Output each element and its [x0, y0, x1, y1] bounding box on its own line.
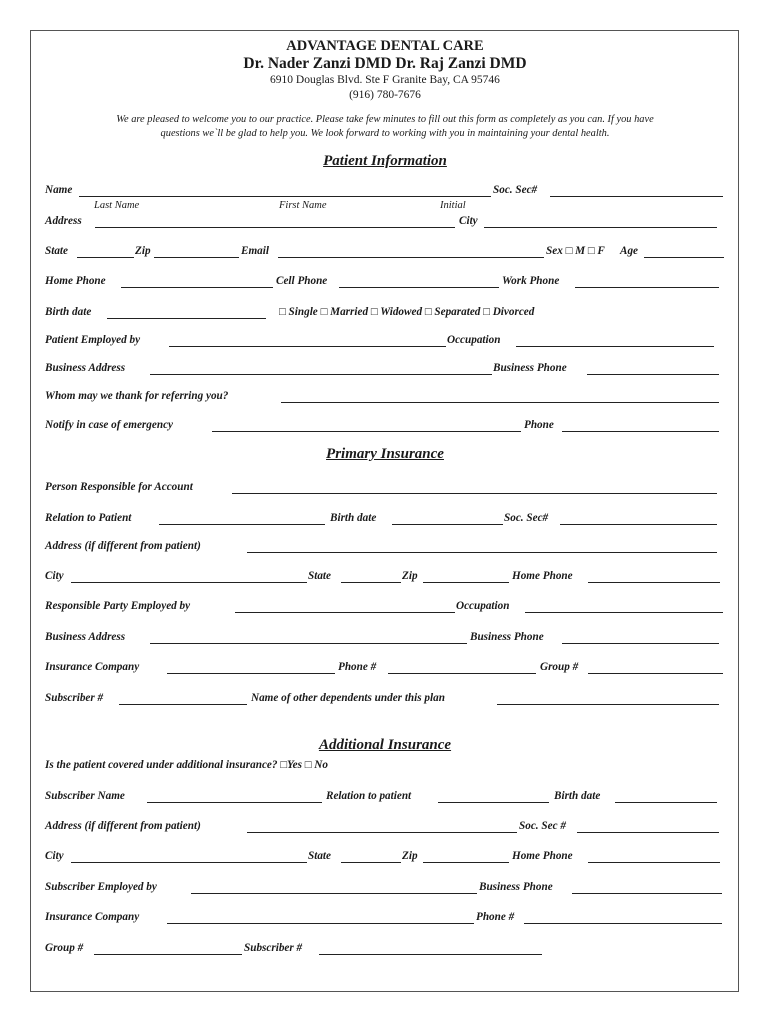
- field-primary-home-phone[interactable]: [588, 582, 720, 583]
- label-primary-occupation: Occupation: [456, 600, 510, 612]
- form-border: [30, 30, 739, 992]
- field-emergency[interactable]: [212, 431, 521, 432]
- field-insurance-company[interactable]: [167, 673, 335, 674]
- label-additional-home-phone: Home Phone: [512, 850, 573, 862]
- field-work-phone[interactable]: [575, 287, 719, 288]
- field-address[interactable]: [95, 227, 455, 228]
- field-emergency-phone[interactable]: [562, 431, 719, 432]
- practice-name: ADVANTAGE DENTAL CARE: [286, 38, 484, 54]
- sublabel-last-name: Last Name: [94, 200, 140, 211]
- label-primary-phone: Phone #: [338, 661, 377, 673]
- field-additional-insurance-company[interactable]: [167, 923, 474, 924]
- label-primary-business-phone: Business Phone: [470, 631, 544, 643]
- label-primary-business-address: Business Address: [45, 631, 126, 643]
- field-additional-phone[interactable]: [524, 923, 722, 924]
- section-title-additional: Additional Insurance: [318, 737, 452, 753]
- field-primary-state[interactable]: [341, 582, 401, 583]
- field-state[interactable]: [77, 257, 134, 258]
- field-patient-employed[interactable]: [169, 346, 446, 347]
- label-additional-birth-date: Birth date: [554, 790, 601, 802]
- field-dependents[interactable]: [497, 704, 719, 705]
- label-work-phone: Work Phone: [502, 275, 560, 287]
- label-group: Group #: [540, 661, 579, 673]
- field-primary-city[interactable]: [71, 582, 307, 583]
- label-additional-zip: Zip: [402, 850, 418, 862]
- field-primary-occupation[interactable]: [525, 612, 723, 613]
- label-referral: Whom may we thank for referring you?: [45, 390, 229, 402]
- label-sex[interactable]: Sex □ M □ F: [546, 245, 605, 257]
- practice-address: 6910 Douglas Blvd. Ste F Granite Bay, CA 95746: [270, 74, 500, 86]
- field-birth-date[interactable]: [107, 318, 266, 319]
- label-email: Email: [241, 245, 269, 257]
- field-relation-to-patient-2[interactable]: [438, 802, 549, 803]
- field-zip[interactable]: [154, 257, 239, 258]
- label-subscriber-employed: Subscriber Employed by: [45, 881, 157, 893]
- label-patient-employed: Patient Employed by: [45, 334, 141, 346]
- label-primary-home-phone: Home Phone: [512, 570, 573, 582]
- label-subscriber-number: Subscriber #: [45, 692, 104, 704]
- label-business-address: Business Address: [45, 362, 126, 374]
- field-additional-address[interactable]: [247, 832, 517, 833]
- field-additional-birth-date[interactable]: [615, 802, 717, 803]
- doctors-line: Dr. Nader Zanzi DMD Dr. Raj Zanzi DMD: [243, 55, 527, 72]
- label-birth-date: Birth date: [45, 306, 92, 318]
- field-subscriber-name[interactable]: [147, 802, 322, 803]
- label-primary-state: State: [308, 570, 331, 582]
- label-primary-birth-date: Birth date: [330, 512, 377, 524]
- label-cell-phone: Cell Phone: [276, 275, 328, 287]
- field-business-address[interactable]: [150, 374, 492, 375]
- label-name: Name: [45, 184, 73, 196]
- label-additional-address: Address (if different from patient): [45, 820, 201, 832]
- field-age[interactable]: [644, 257, 724, 258]
- marital-status-options[interactable]: □ Single □ Married □ Widowed □ Separated □ Divorced: [279, 306, 535, 318]
- field-subscriber-number[interactable]: [119, 704, 247, 705]
- field-soc-sec[interactable]: [550, 196, 723, 197]
- sublabel-initial: Initial: [440, 200, 466, 211]
- label-additional-city: City: [45, 850, 64, 862]
- label-insurance-company: Insurance Company: [45, 661, 140, 673]
- field-city[interactable]: [484, 227, 717, 228]
- label-subscriber-name: Subscriber Name: [45, 790, 125, 802]
- label-primary-soc-sec: Soc. Sec#: [504, 512, 549, 524]
- field-email[interactable]: [278, 257, 544, 258]
- field-primary-business-address[interactable]: [150, 643, 467, 644]
- label-additional-phone: Phone #: [476, 911, 515, 923]
- field-primary-address[interactable]: [247, 552, 717, 553]
- label-primary-zip: Zip: [402, 570, 418, 582]
- field-primary-phone[interactable]: [388, 673, 536, 674]
- label-additional-state: State: [308, 850, 331, 862]
- field-additional-group[interactable]: [94, 954, 242, 955]
- field-business-phone[interactable]: [587, 374, 719, 375]
- label-emergency-phone: Phone: [524, 419, 554, 431]
- label-zip: Zip: [135, 245, 151, 257]
- field-home-phone[interactable]: [121, 287, 273, 288]
- field-additional-home-phone[interactable]: [588, 862, 720, 863]
- field-subscriber-employed[interactable]: [191, 893, 477, 894]
- intro-line-1: We are pleased to welcome you to our practice. Please take few minutes to fill out this form as completely as you can. If you have: [116, 114, 654, 125]
- additional-insurance-question[interactable]: Is the patient covered under additional insurance? □Yes □ No: [45, 759, 328, 771]
- label-person-responsible: Person Responsible for Account: [45, 481, 193, 493]
- field-referral[interactable]: [281, 402, 719, 403]
- label-additional-subscriber: Subscriber #: [244, 942, 303, 954]
- label-business-phone: Business Phone: [493, 362, 567, 374]
- label-age: Age: [620, 245, 639, 257]
- field-additional-state[interactable]: [341, 862, 401, 863]
- label-home-phone: Home Phone: [45, 275, 106, 287]
- section-title-primary: Primary Insurance: [326, 446, 444, 462]
- field-group[interactable]: [588, 673, 723, 674]
- label-additional-soc-sec: Soc. Sec #: [519, 820, 566, 832]
- intro-line-2: questions we`ll be glad to help you. We look forward to working with you in maintaining your dental health.: [160, 128, 610, 139]
- field-responsible-employed[interactable]: [235, 612, 455, 613]
- label-relation-to-patient: Relation to Patient: [45, 512, 132, 524]
- field-name[interactable]: [79, 196, 491, 197]
- label-primary-city: City: [45, 570, 64, 582]
- label-relation-to-patient-2: Relation to patient: [326, 790, 412, 802]
- label-primary-address: Address (if different from patient): [45, 540, 201, 552]
- label-additional-business-phone: Business Phone: [479, 881, 553, 893]
- field-relation-to-patient[interactable]: [159, 524, 325, 525]
- section-title-patient: Patient Information: [323, 153, 447, 169]
- field-additional-city[interactable]: [71, 862, 307, 863]
- field-primary-soc-sec[interactable]: [560, 524, 717, 525]
- label-emergency: Notify in case of emergency: [45, 419, 173, 431]
- label-state: State: [45, 245, 68, 257]
- field-additional-zip[interactable]: [423, 862, 509, 863]
- field-primary-birth-date[interactable]: [392, 524, 503, 525]
- label-additional-group: Group #: [45, 942, 84, 954]
- label-occupation: Occupation: [447, 334, 501, 346]
- practice-phone: (916) 780-7676: [349, 89, 421, 101]
- field-primary-business-phone[interactable]: [562, 643, 719, 644]
- field-cell-phone[interactable]: [339, 287, 499, 288]
- field-additional-subscriber[interactable]: [319, 954, 542, 955]
- label-responsible-employed: Responsible Party Employed by: [45, 600, 191, 612]
- sublabel-first-name: First Name: [279, 200, 327, 211]
- label-additional-insurance-company: Insurance Company: [45, 911, 140, 923]
- label-city: City: [459, 215, 478, 227]
- field-primary-zip[interactable]: [423, 582, 509, 583]
- label-dependents: Name of other dependents under this plan: [251, 692, 445, 704]
- field-additional-business-phone[interactable]: [572, 893, 722, 894]
- label-address: Address: [45, 215, 82, 227]
- field-occupation[interactable]: [516, 346, 714, 347]
- field-additional-soc-sec[interactable]: [577, 832, 719, 833]
- label-soc-sec: Soc. Sec#: [493, 184, 538, 196]
- field-person-responsible[interactable]: [232, 493, 717, 494]
